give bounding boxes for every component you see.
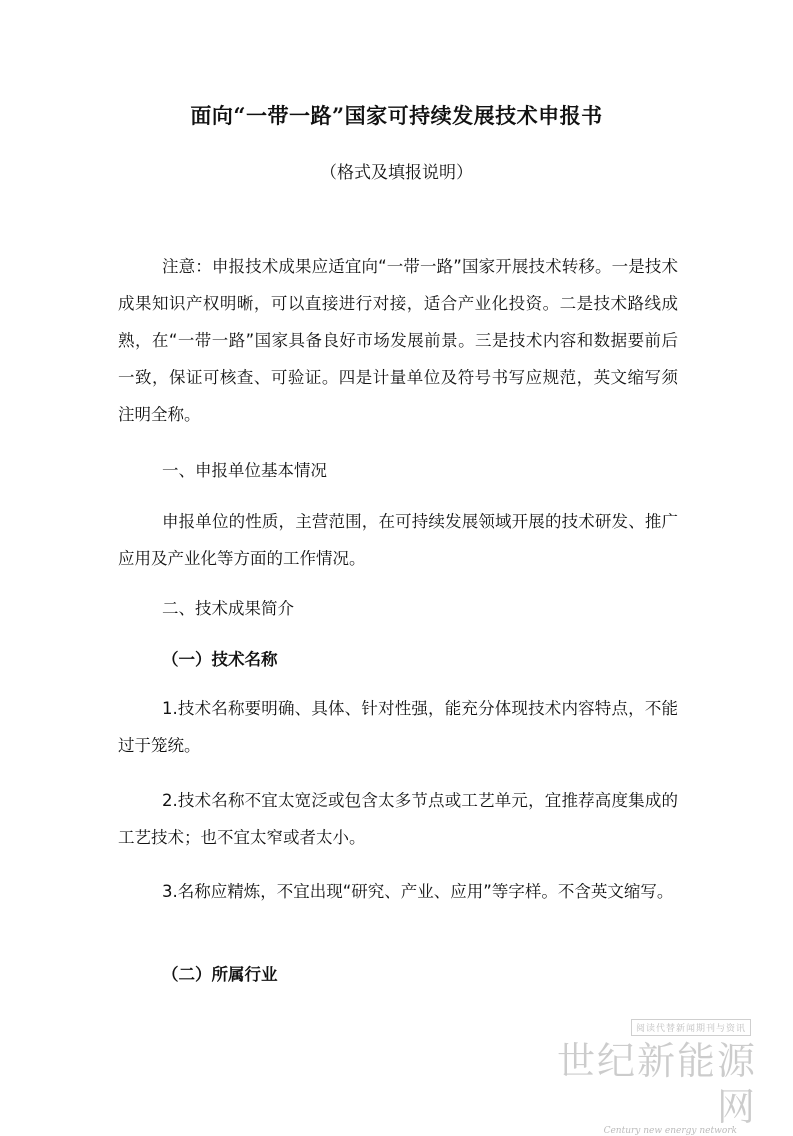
list-item: 3.名称应精炼，不宜出现“研究、产业、应用”等字样。不含英文缩写。: [162, 882, 674, 901]
watermark-logo: [557, 1016, 758, 1136]
list-item: 2.技术名称不宜太宽泛或包含太多节点或工艺单元，宜推荐高度集成的工艺技术；也不宜太窄或者太小。: [118, 791, 678, 847]
section1-body: 申报单位的性质，主营范围，在可持续发展领域开展的技术研发、推广应用及产业化等方面的工作情况。: [118, 512, 678, 568]
watermark-tag: 阅读代替新闻期刊与资讯: [631, 1019, 751, 1036]
watermark-main: 世纪新能源网: [557, 1039, 758, 1129]
subsection2-heading: （二）所属行业: [162, 965, 278, 984]
document-subtitle: （格式及填报说明）: [320, 163, 473, 183]
list-item: 1.技术名称要明确、具体、针对性强，能充分体现技术内容特点，不能过于笼统。: [118, 699, 678, 755]
watermark-sub: Century new energy network: [603, 1126, 737, 1136]
notice-paragraph: 注意：申报技术成果应适宜向“一带一路”国家开展技术转移。一是技术成果知识产权明晰，可以直接进行对接，适合产业化投资。二是技术路线成熟，在“一带一路”国家具备良好市场发展前景。三是技术内容和数据要前后一致，保证可核查、可验证。四是计量单位及符号书写应规范，英文缩写须注明全称。: [118, 257, 678, 424]
subsection1-heading: （一）技术名称: [162, 650, 278, 669]
document-title: 面向“一带一路”国家可持续发展技术申报书: [190, 103, 603, 128]
section2-heading: 二、技术成果简介: [162, 599, 294, 618]
section1-heading: 一、申报单位基本情况: [162, 461, 327, 480]
